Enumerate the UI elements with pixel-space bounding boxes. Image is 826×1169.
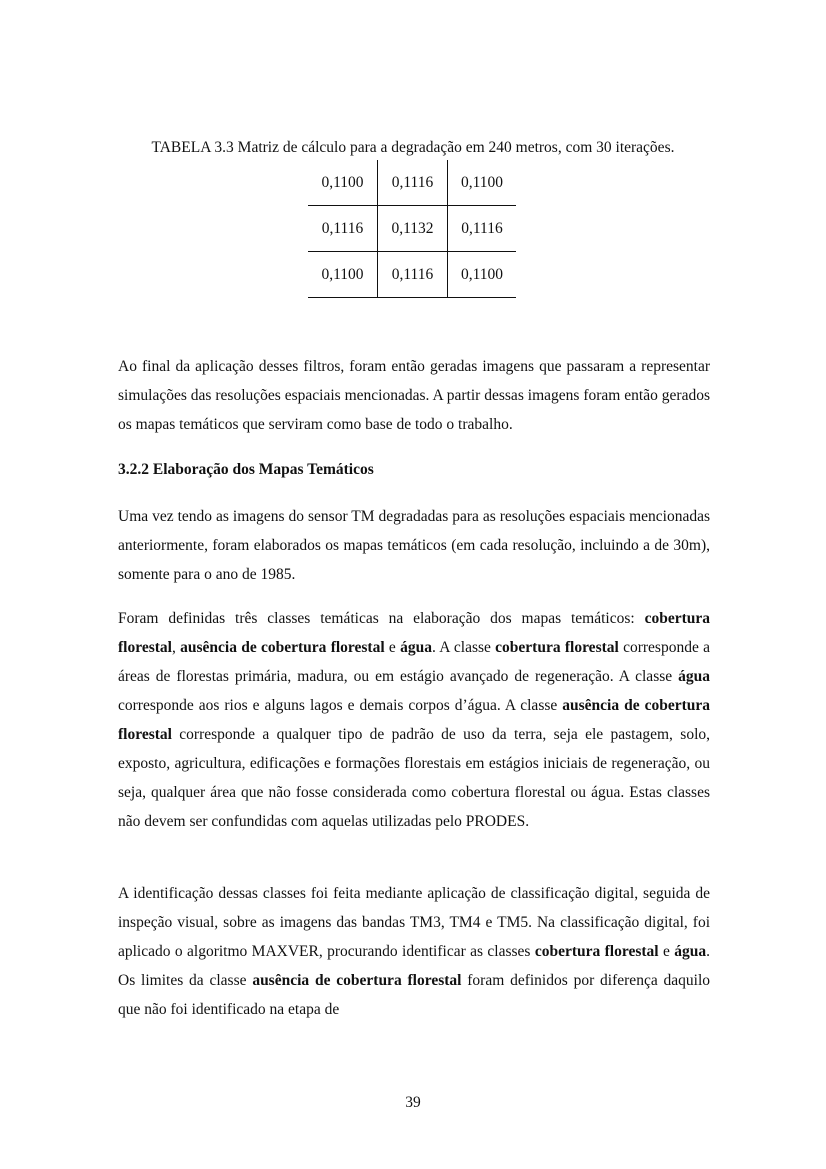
table-row [308, 160, 516, 206]
table-row [308, 206, 516, 252]
matrix-cell: 0,1100 [448, 252, 517, 298]
bold-term: ausência de cobertura florestal [180, 639, 385, 656]
page-number: 39 [405, 1094, 421, 1111]
table-caption: TABELA 3.3 Matriz de cálculo para a degradação em 240 metros, com 30 iterações. [151, 139, 675, 156]
paragraph-filters-result: Ao final da aplicação desses filtros, foram então geradas imagens que passaram a representar simulações das resoluções espaciais mencionadas. A partir dessas imagens foram então gerados os mapas temáticos que serviram como base de todo o trabalho. [118, 358, 710, 433]
section-heading: 3.2.2 Elaboração dos Mapas Temáticos [118, 461, 374, 478]
bold-term: ausência de cobertura florestal [252, 972, 462, 989]
matrix-cell: 0,1116 [378, 160, 448, 206]
bold-term: cobertura florestal [118, 610, 710, 656]
matrix-cell: 0,1100 [308, 252, 378, 298]
filter-matrix-table [308, 160, 516, 298]
text-run: e [384, 639, 401, 656]
text-run: corresponde a áreas de florestas primária, madura, ou em estágio avançado de regeneração. A classe [118, 639, 711, 685]
text-run: corresponde aos rios e alguns lagos e demais corpos d’água. A classe [118, 697, 563, 714]
matrix-cell: 0,1132 [378, 206, 448, 252]
text-run: , [171, 639, 181, 656]
matrix-cell: 0,1116 [378, 252, 448, 298]
text-run: e [658, 943, 675, 960]
text-run: corresponde a qualquer tipo de padrão de uso da terra, seja ele pastagem, solo, exposto, agricultura, edificações e formações florestais em estágios iniciais de regeneração, ou seja, qualquer área que não fosse considerada como cobertura florestal ou água. Estas classes não devem ser confundidas com aquelas utilizadas pelo PRODES. [118, 726, 710, 830]
matrix-cell: 0,1100 [308, 160, 378, 206]
bold-term: água [678, 668, 710, 685]
matrix-cell: 0,1116 [308, 206, 378, 252]
paragraph-degraded-images: Uma vez tendo as imagens do sensor TM degradadas para as resoluções espaciais mencionadas anteriormente, foram elaborados os mapas temáticos (em cada resolução, incluindo a de 30m), somente para o ano de 1985. [118, 508, 710, 583]
bold-term: água [674, 943, 707, 960]
text-run: . A classe [431, 639, 496, 656]
bold-term: ausência de cobertura florestal [118, 697, 710, 743]
text-run: A identificação dessas classes foi feita mediante aplicação de classificação digital, seguida de inspeção visual, sobre as imagens das bandas TM3, TM4 e TM5. Na classificação digital, foi aplicado o algoritmo MAXVER, procurando identificar as classes [118, 885, 710, 960]
text-run: foram definidos por diferença daquilo que não foi identificado na etapa de [118, 972, 711, 1018]
matrix-cell: 0,1100 [448, 160, 517, 206]
bold-term: cobertura florestal [495, 639, 619, 656]
paragraph-classification-method [118, 879, 710, 1024]
text-run: Foram definidas três classes temáticas na elaboração dos mapas temáticos: [118, 610, 645, 627]
bold-term: cobertura florestal [534, 943, 659, 960]
table-row [308, 252, 516, 298]
paragraph-thematic-classes [118, 604, 710, 836]
bold-term: água [400, 639, 432, 656]
text-run: . Os limites da classe [118, 943, 710, 989]
matrix-cell: 0,1116 [448, 206, 517, 252]
